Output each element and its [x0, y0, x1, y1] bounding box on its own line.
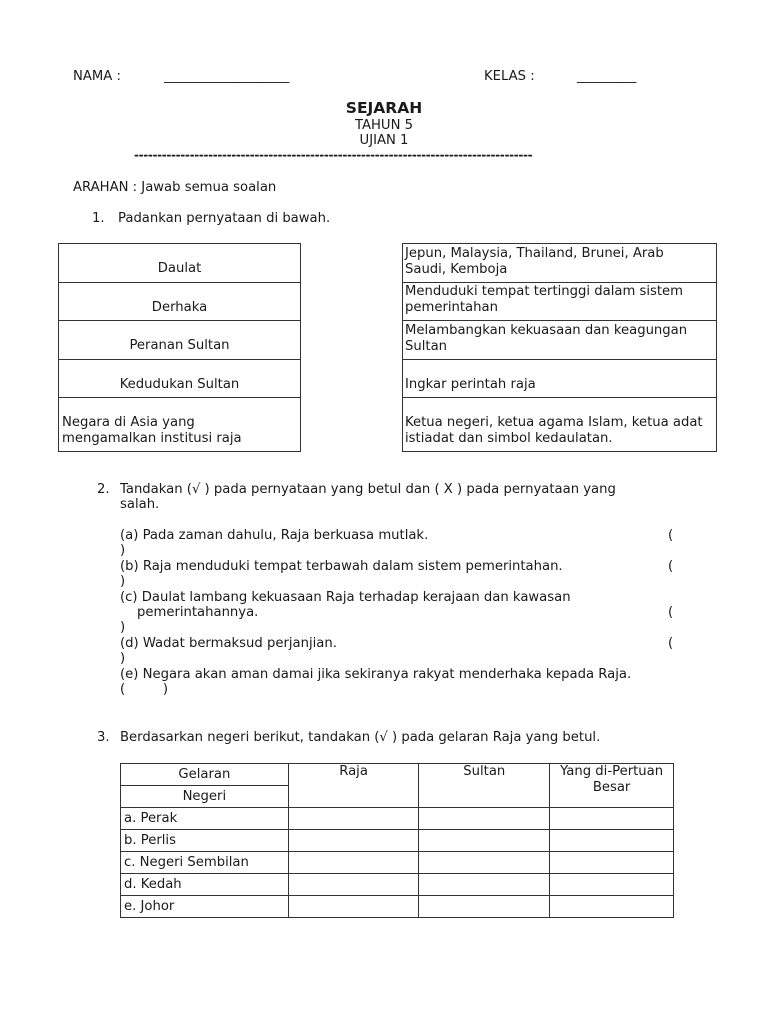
q2-item-continued: pemerintahannya. [137, 605, 259, 620]
q1-right-item: Jepun, Malaysia, Thailand, Brunei, Arab Saudi, Kemboja [405, 246, 664, 277]
q3-table [120, 763, 674, 918]
q1-number: 1. [92, 211, 105, 226]
answer-cell[interactable] [550, 852, 674, 874]
q1-left-item: Daulat [157, 261, 202, 276]
answer-cell[interactable] [419, 896, 550, 918]
q1-left-item: Kedudukan Sultan [119, 377, 240, 392]
q2-answer-open[interactable]: ( [668, 636, 674, 651]
answer-cell[interactable] [288, 896, 419, 918]
q2-item: (e) Negara akan aman damai jika sekiranya rakyat menderhaka kepada Raja. [120, 667, 632, 682]
answer-cell[interactable] [550, 830, 674, 852]
year-title: TAHUN 5 [354, 118, 414, 133]
q2-number: 2. [97, 482, 110, 497]
q1-right-item: Ketua negeri, ketua agama Islam, ketua adat istiadat dan simbol kedaulatan. [405, 415, 703, 446]
answer-cell[interactable] [288, 852, 419, 874]
answer-cell[interactable] [419, 808, 550, 830]
answer-cell[interactable] [288, 874, 419, 896]
state-cell: a. Perak [121, 808, 289, 830]
subject-title: SEJARAH [345, 99, 423, 117]
q1-right-item: Menduduki tempat tertinggi dalam sistem pemerintahan [405, 284, 684, 315]
q1-left-item: Derhaka [151, 300, 208, 315]
table-row [121, 896, 674, 918]
name-blank[interactable]: ___________________ [164, 69, 290, 84]
q2-item: (d) Wadat bermaksud perjanjian. [120, 636, 337, 651]
q2-item: (b) Raja menduduki tempat terbawah dalam sistem pemerintahan. [120, 559, 563, 574]
q1-right-item: Melambangkan kekuasaan dan keagungan Sultan [405, 323, 688, 354]
q2-text: salah. [120, 497, 160, 512]
title-divider: -------------------------------------------------------------------------------------- [134, 148, 533, 162]
table-row [121, 808, 674, 830]
class-label: KELAS : [484, 69, 535, 84]
class-blank[interactable]: _________ [577, 69, 637, 84]
header-gelaran: Gelaran [121, 764, 289, 786]
answer-cell[interactable] [419, 874, 550, 896]
state-cell: b. Perlis [121, 830, 289, 852]
answer-cell[interactable] [550, 896, 674, 918]
column-header: Yang di-Pertuan Besar [550, 764, 674, 808]
table-row [121, 874, 674, 896]
table-row [121, 830, 674, 852]
q2-answer-open[interactable]: ( [668, 559, 674, 574]
answer-cell[interactable] [288, 808, 419, 830]
q2-answer-open[interactable]: ( [668, 605, 674, 620]
q2-item: (a) Pada zaman dahulu, Raja berkuasa mutlak. [120, 528, 429, 543]
q2-answer-open[interactable]: ( [668, 528, 674, 543]
test-title: UJIAN 1 [359, 133, 409, 148]
column-header: Raja [288, 764, 419, 808]
q1-left-item: Peranan Sultan [129, 338, 230, 353]
q2-text: Tandakan (√ ) pada pernyataan yang betul dan ( X ) pada pernyataan yang [120, 482, 616, 497]
answer-cell[interactable] [419, 830, 550, 852]
q3-number: 3. [97, 730, 110, 745]
state-cell: c. Negeri Sembilan [121, 852, 289, 874]
q3-text: Berdasarkan negeri berikut, tandakan (√ ) pada gelaran Raja yang betul. [120, 730, 601, 745]
state-cell: d. Kedah [121, 874, 289, 896]
q1-right-item: Ingkar perintah raja [405, 377, 536, 392]
q2-item: (c) Daulat lambang kekuasaan Raja terhadap kerajaan dan kawasan [120, 590, 571, 605]
instructions: ARAHAN : Jawab semua soalan [73, 180, 277, 195]
q2-answer-close[interactable]: ) [120, 543, 126, 558]
answer-cell[interactable] [288, 830, 419, 852]
answer-cell[interactable] [419, 852, 550, 874]
name-label: NAMA : [73, 69, 121, 84]
q1-text: Padankan pernyataan di bawah. [118, 211, 331, 226]
q2-answer-close[interactable]: ) [120, 620, 126, 635]
answer-cell[interactable] [550, 874, 674, 896]
q2-answer-close[interactable]: ) [120, 574, 126, 589]
header-negeri: Negeri [121, 786, 289, 808]
q2-answer-box[interactable]: ( ) [120, 682, 169, 697]
answer-cell[interactable] [550, 808, 674, 830]
state-cell: e. Johor [121, 896, 289, 918]
column-header: Sultan [419, 764, 550, 808]
q1-left-item: Negara di Asia yang mengamalkan institusi raja [62, 415, 242, 446]
table-row [121, 852, 674, 874]
q2-answer-close[interactable]: ) [120, 651, 126, 666]
